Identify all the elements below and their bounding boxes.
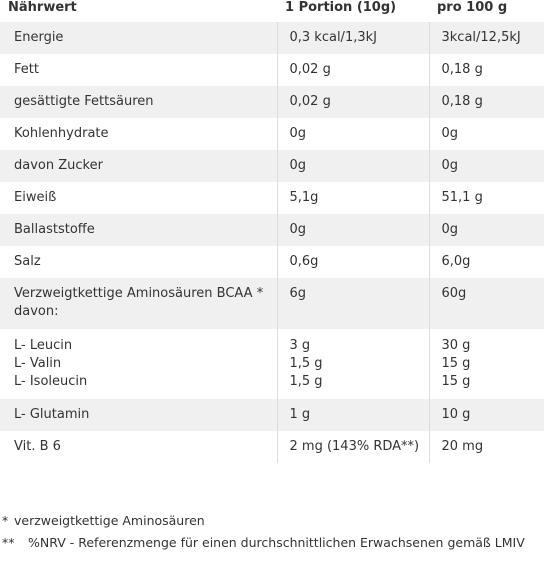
table-row <box>0 246 544 278</box>
per100-value: 0g <box>429 150 544 182</box>
nutrient-name: Vit. B 6 <box>0 431 277 463</box>
per100-value: 60g <box>429 278 544 329</box>
footnote-bcaa <box>0 512 544 534</box>
table-row <box>0 399 544 431</box>
nutrient-name-line: L- Isoleucin <box>14 374 88 389</box>
per100-value: 0,18 g <box>429 86 544 118</box>
portion-value: 2 mg (143% RDA**) <box>277 431 429 463</box>
table-row <box>0 214 544 246</box>
portion-value: 0g <box>277 118 429 150</box>
table-row <box>0 118 544 150</box>
table-row <box>0 431 544 463</box>
table-row <box>0 329 544 399</box>
per100-value: 0,18 g <box>429 54 544 86</box>
per100-value: 20 mg <box>429 431 544 463</box>
table-row <box>0 22 544 54</box>
nutrient-name: gesättigte Fettsäuren <box>0 86 277 118</box>
nutrient-name: Eiweiß <box>0 182 277 214</box>
nutrient-name <box>0 278 277 329</box>
table-row <box>0 86 544 118</box>
per100-value: 0g <box>429 214 544 246</box>
per100-value-line: 15 g <box>441 374 471 389</box>
per100-value: 51,1 g <box>429 182 544 214</box>
per100-value <box>429 329 544 399</box>
portion-value: 0,6g <box>277 246 429 278</box>
nutrient-name-line: L- Valin <box>14 356 62 371</box>
nutrient-name-line: davon: <box>14 304 59 319</box>
portion-value: 6g <box>277 278 429 329</box>
footnote-text: verzweigtkettige Aminosäuren <box>14 513 205 528</box>
portion-value-line: 1,5 g <box>289 374 323 389</box>
nutrient-name: Kohlenhydrate <box>0 118 277 150</box>
nutrient-name: davon Zucker <box>0 150 277 182</box>
nutrient-name: Salz <box>0 246 277 278</box>
portion-value-line: 3 g <box>289 338 311 353</box>
footnotes <box>0 512 544 556</box>
per100-value: 10 g <box>429 399 544 431</box>
header-portion: 1 Portion (10g) <box>285 0 397 15</box>
portion-value-line: 1,5 g <box>289 356 323 371</box>
table-row <box>0 278 544 329</box>
portion-value: 0g <box>277 150 429 182</box>
nutrient-name: Fett <box>0 54 277 86</box>
portion-value: 0,3 kcal/1,3kJ <box>277 22 429 54</box>
footnote-nrv <box>0 534 544 556</box>
table-row <box>0 150 544 182</box>
nutrient-name: L- Glutamin <box>0 399 277 431</box>
per100-value-line: 15 g <box>441 356 471 371</box>
header-naehrwert: Nährwert <box>8 0 77 15</box>
portion-value: 5,1g <box>277 182 429 214</box>
nutrient-name-line: L- Leucin <box>14 338 73 353</box>
table-row <box>0 182 544 214</box>
portion-value <box>277 329 429 399</box>
per100-value: 6,0g <box>429 246 544 278</box>
table-row <box>0 54 544 86</box>
footnote-text: %NRV - Referenzmenge für einen durchschnittlichen Erwachsenen gemäß LMIV <box>28 535 525 550</box>
per100-value-line: 30 g <box>441 338 471 353</box>
per100-value: 3kcal/12,5kJ <box>429 22 544 54</box>
header-pro-100g: pro 100 g <box>437 0 508 15</box>
portion-value: 1 g <box>277 399 429 431</box>
portion-value: 0,02 g <box>277 54 429 86</box>
per100-value: 0g <box>429 118 544 150</box>
footnote-mark: ** <box>2 535 15 550</box>
nutrient-name-line: Verzweigtkettige Aminosäuren BCAA * <box>14 286 264 301</box>
footnote-mark: * <box>2 513 9 528</box>
nutrient-name <box>0 329 277 399</box>
portion-value: 0,02 g <box>277 86 429 118</box>
table-header-row <box>0 0 544 22</box>
nutrient-name: Energie <box>0 22 277 54</box>
nutrient-name: Ballaststoffe <box>0 214 277 246</box>
portion-value: 0g <box>277 214 429 246</box>
